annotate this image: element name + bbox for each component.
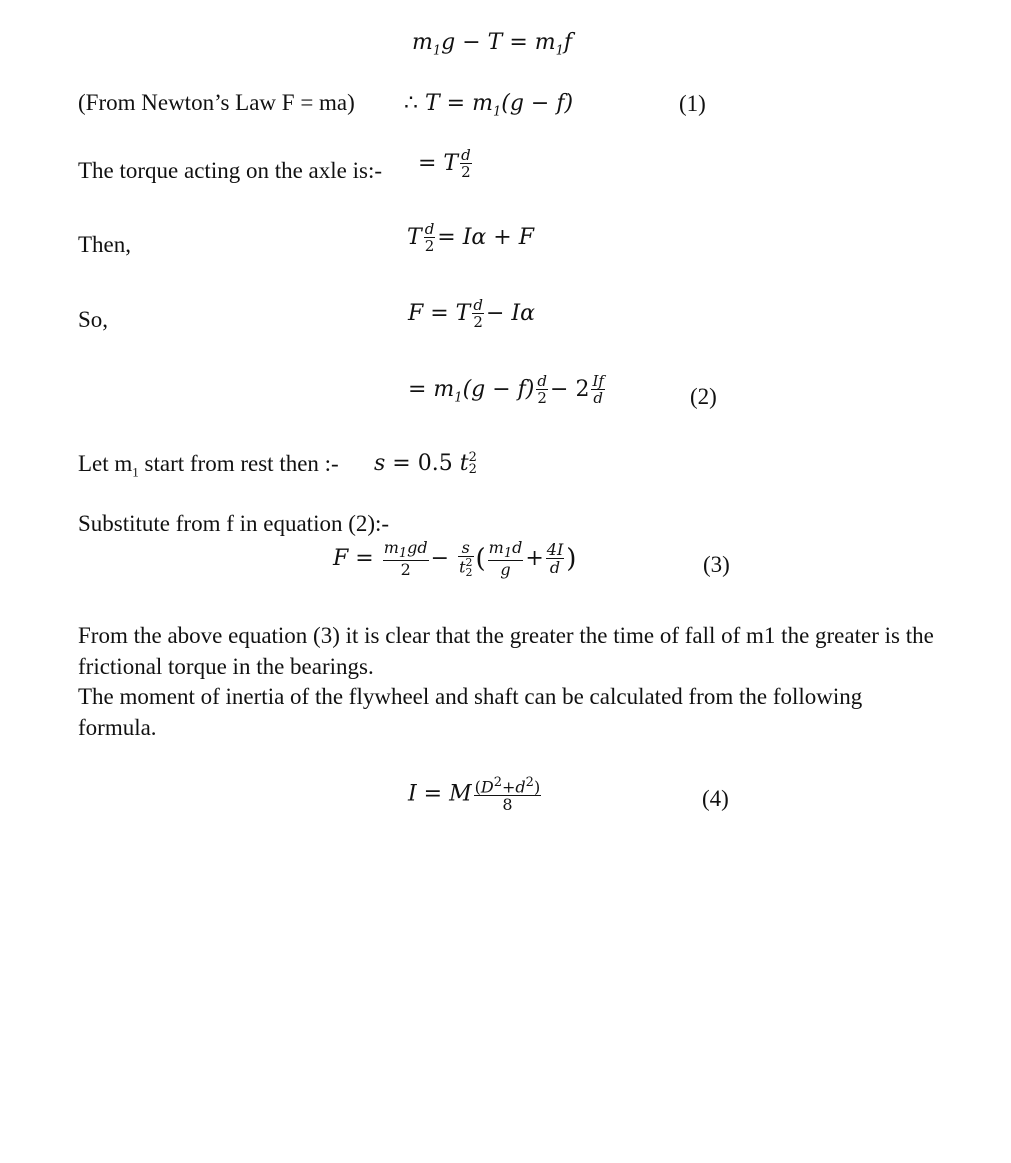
equation-number-4: (4)	[702, 786, 729, 811]
substitute-text: Substitute from f in equation (2):-	[78, 511, 390, 536]
equation-friction-expanded: = $m_1(g - f)$ $\frac{d}{2}$ − 2 $\frac{If}{d}$	[408, 372, 604, 407]
equation-moment-of-inertia: I = M $\frac{(D^2+d^2)}{8}$	[408, 775, 541, 815]
equation-newton: $m_1g - T = m_1f$	[412, 30, 573, 59]
let-text: Let $m_1$ start from rest then :-	[78, 451, 339, 480]
then-text: Then,	[78, 232, 132, 257]
equation-torque-balance: T $\frac{d}{2}$ = Iα + F	[407, 220, 534, 255]
equation-torque: = T $\frac{d}{2}$	[418, 146, 471, 181]
equation-number-1: (1)	[679, 91, 706, 116]
torque-text: The torque acting on the axle is:-	[78, 158, 383, 183]
paragraph-time-of-fall: From the above equation (3) it is clear that the greater the time of fall of m1 the greater is the frictional torque in the bearings.	[78, 623, 934, 679]
equation-friction-final: F = $\frac{m_1gd}{2}$ − s t 2 2 ( $\frac{m_1d}{g}$ + $\frac{4I}{d}$ )	[333, 538, 577, 580]
equation-number-2: (2)	[690, 384, 717, 409]
equation-tension: ∴ $T = m_1(g - f)$	[404, 91, 574, 120]
so-text: So,	[78, 307, 109, 332]
equation-number-3: (3)	[703, 552, 730, 577]
from-newton-text: (From Newton’s Law F = ma)	[78, 90, 355, 115]
paragraph-moment-of-inertia: The moment of inertia of the flywheel and shaft can be calculated from the following formula.	[78, 684, 863, 740]
equation-distance: s = 0.5 t 2 2	[374, 450, 477, 477]
equation-friction-force: F = T $\frac{d}{2}$ − Iα	[408, 296, 535, 331]
